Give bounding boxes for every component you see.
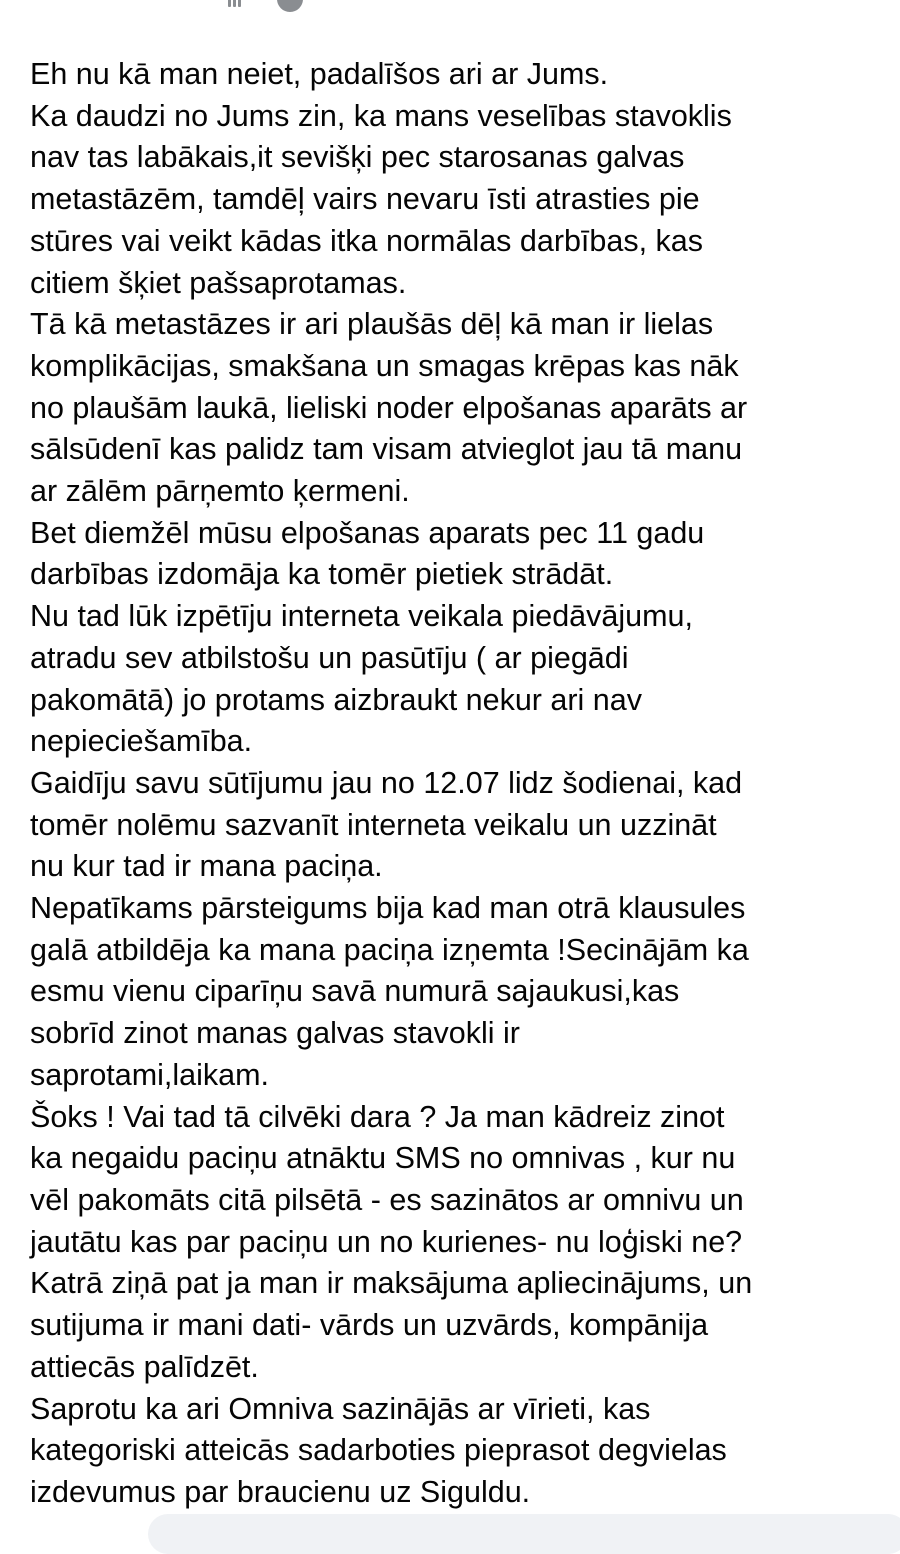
- post-line: Tā kā metastāzes ir ari plaušās dēļ kā man ir lielas: [30, 307, 714, 342]
- post-text: [30, 54, 880, 1514]
- post-line: Eh nu kā man neiet, padalīšos ari ar Jums.: [30, 57, 609, 91]
- post-line: izdevumus par braucienu uz Siguldu.: [30, 1474, 531, 1509]
- post-line: galā atbildēja ka mana paciņa izņemta !Secinājām ka: [30, 932, 749, 967]
- post-line: tomēr nolēmu sazvanīt interneta veikalu un uzzināt: [30, 807, 717, 842]
- globe-icon[interactable]: [277, 0, 303, 12]
- post-header-remnant: [0, 0, 900, 30]
- post-line: no plaušām laukā, lieliski noder elpošanas aparāts ar: [30, 390, 748, 425]
- post-line: nav tas labākais,it sevišķi pec starosanas galvas: [30, 140, 685, 175]
- post-line: stūres vai veikt kādas itka normālas darbības, kas: [30, 223, 703, 258]
- post-line: ka negaidu paciņu atnāktu SMS no omnivas , kur nu: [30, 1141, 736, 1176]
- post-line: Saprotu ka ari Omniva sazinājās ar vīrieti, kas: [30, 1391, 651, 1426]
- post-line: Katrā ziņā pat ja man ir maksājuma apliecinājums, un: [30, 1266, 753, 1301]
- post-line: nepieciešamība.: [30, 724, 253, 759]
- post-line: pakomātā) jo protams aizbraukt nekur ari nav: [30, 682, 642, 717]
- post-line: jautātu kas par paciņu un no kurienes- nu loģiski ne?: [30, 1224, 743, 1259]
- post-line: komplikācijas, smakšana un smagas krēpas kas nāk: [30, 348, 739, 383]
- post-line: sutijuma ir mani dati- vārds un uzvārds, kompānija: [30, 1308, 709, 1343]
- post-line: sobrīd zinot manas galvas stavokli ir: [30, 1016, 520, 1051]
- post-line: Šoks ! Vai tad tā cilvēki dara ? Ja man kādreiz zinot: [30, 1099, 725, 1134]
- post-line: nu kur tad ir mana paciņa.: [30, 849, 383, 884]
- post-line: atradu sev atbilstošu un pasūtīju ( ar piegādi: [30, 640, 629, 675]
- post-line: citiem šķiet pašsaprotamas.: [30, 265, 407, 300]
- post-line: sālsūdenī kas palidz tam visam atvieglot jau tā manu: [30, 432, 743, 467]
- post-line: esmu vienu ciparīņu savā numurā sajaukusi,kas: [30, 974, 680, 1009]
- post-line: vēl pakomāts citā pilsētā - es sazinātos ar omnivu un: [30, 1182, 744, 1217]
- post-line: attiecās palīdzēt.: [30, 1349, 259, 1384]
- post-line: Gaidīju savu sūtījumu jau no 12.07 lidz šodienai, kad: [30, 765, 743, 800]
- more-lines-icon: [228, 0, 246, 6]
- comment-composer[interactable]: [148, 1514, 900, 1554]
- post-line: Nu tad lūk izpētīju interneta veikala piedāvājumu,: [30, 599, 693, 634]
- post-line: darbības izdomāja ka tomēr pietiek strādāt.: [30, 557, 614, 592]
- post-line: Nepatīkams pārsteigums bija kad man otrā klausules: [30, 891, 746, 926]
- post-line: metastāzēm, tamdēļ vairs nevaru īsti atrasties pie: [30, 182, 700, 217]
- post-line: kategoriski atteicās sadarboties pieprasot degvielas: [30, 1433, 727, 1468]
- post-line: saprotami,laikam.: [30, 1057, 269, 1092]
- post-line: Ka daudzi no Jums zin, ka mans veselības stavoklis: [30, 98, 732, 133]
- post-line: Bet diemžēl mūsu elpošanas aparats pec 11 gadu: [30, 515, 705, 550]
- post-line: ar zālēm pārņemto ķermeni.: [30, 474, 410, 509]
